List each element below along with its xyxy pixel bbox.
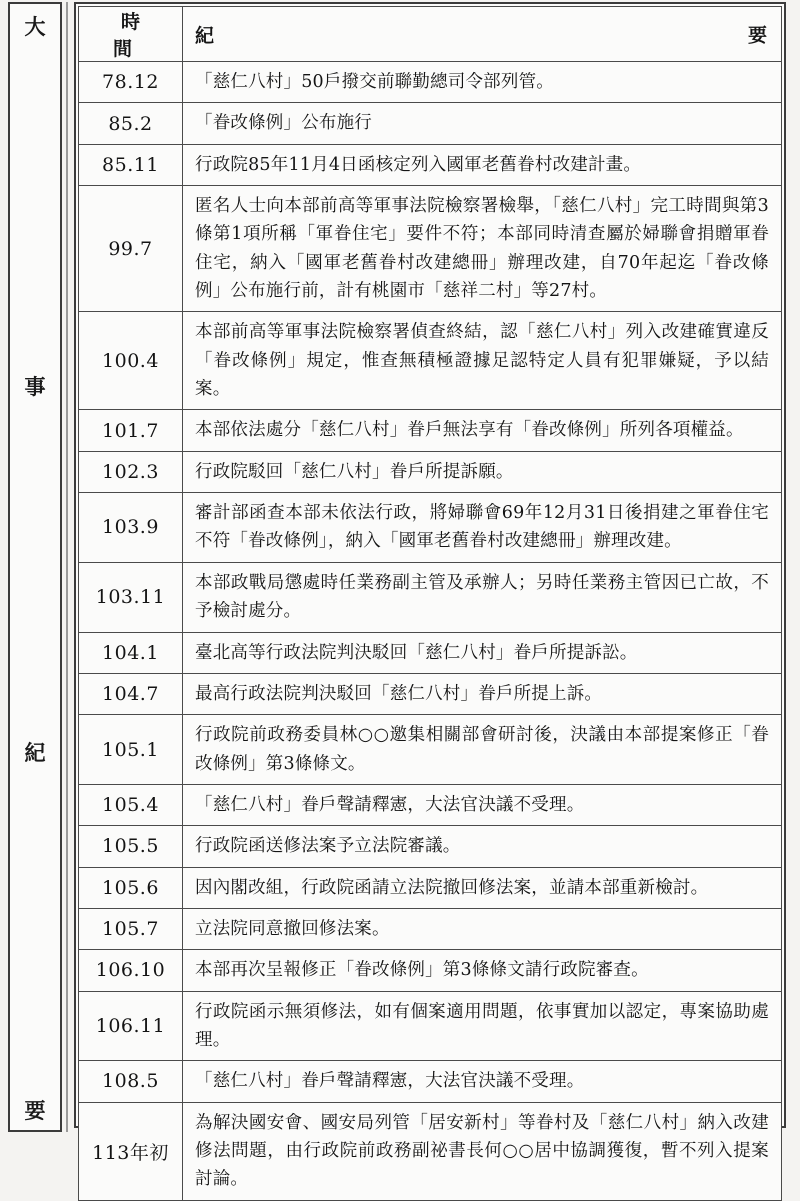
cell-summary-text: 本部再次呈報修正「眷改條例」第3條條文請行政院審查。: [195, 960, 649, 981]
cell-time: 100.4: [79, 312, 183, 410]
cell-time: 99.7: [79, 186, 183, 312]
table-row: [79, 312, 782, 410]
cell-summary-text: 為解決國安會、國安局列管「居安新村」等眷村及「慈仁八村」納入改建修法問題，由行政院前政務副祕書長何○○居中協調獲復，暫不列入提案討論。: [195, 1112, 769, 1190]
cell-summary-text: 立法院同意撤回修法案。: [195, 918, 390, 939]
cell-summary-text: 臺北高等行政法院判決駁回「慈仁八村」眷戶所提訴訟。: [195, 642, 638, 663]
cell-summary: [183, 826, 782, 867]
column-header-summary-right: 要: [747, 24, 767, 47]
cell-time: 106.10: [79, 950, 183, 991]
table-header-row: [79, 7, 782, 62]
column-header-summary: [183, 7, 782, 62]
cell-time: 103.9: [79, 493, 183, 563]
table-row: [79, 908, 782, 949]
table-row: [79, 632, 782, 673]
cell-summary-text: 行政院前政務委員林○○邀集相關部會研討後，決議由本部提案修正「眷改條例」第3條條文。: [195, 725, 769, 774]
cell-summary: [183, 410, 782, 451]
cell-summary: [183, 1061, 782, 1102]
table-row: [79, 673, 782, 714]
cell-summary: [183, 632, 782, 673]
cell-time: 105.4: [79, 784, 183, 825]
cell-summary-text: 行政院85年11月4日函核定列入國軍老舊眷村改建計畫。: [195, 154, 642, 175]
cell-time: 104.7: [79, 673, 183, 714]
cell-summary: [183, 991, 782, 1061]
column-header-summary-left: 紀: [195, 24, 215, 47]
table-row: [79, 1061, 782, 1102]
table-row: [79, 715, 782, 785]
table-row: [79, 62, 782, 103]
cell-summary-text: 本部依法處分「慈仁八村」眷戶無法享有「眷改條例」所列各項權益。: [195, 420, 744, 441]
cell-summary-text: 行政院函示無須修法，如有個案適用問題，依事實加以認定，專案協助處理。: [195, 1001, 769, 1050]
cell-summary: [183, 715, 782, 785]
table-row: [79, 562, 782, 632]
cell-time: 105.7: [79, 908, 183, 949]
cell-time: 105.1: [79, 715, 183, 785]
cell-summary-text: 「慈仁八村」50戶撥交前聯勤總司令部列管。: [195, 72, 554, 92]
cell-time: 105.5: [79, 826, 183, 867]
cell-summary-text: 行政院函送修法案予立法院審議。: [195, 836, 461, 857]
cell-time: 106.11: [79, 991, 183, 1061]
cell-summary: [183, 784, 782, 825]
cell-time: 104.1: [79, 632, 183, 673]
cell-summary-text: 匿名人士向本部前高等軍事法院檢察署檢舉，「慈仁八村」完工時間與第3條第1項所稱「軍眷住宅」要件不符；本部同時清查屬於婦聯會捐贈軍眷住宅，納入「國軍老舊眷村改建總冊」辦理改建，自70年起迄「眷改條例」公布施行前，計有桃園市「慈祥二村」等27村。: [195, 196, 769, 302]
table-body: [79, 62, 782, 1201]
cell-summary-text: 最高行政法院判決駁回「慈仁八村」眷戶所提上訴。: [195, 683, 603, 704]
cell-time: 85.2: [79, 103, 183, 144]
vertical-spine-label: [8, 2, 62, 1132]
table-row: [79, 784, 782, 825]
cell-time: 103.11: [79, 562, 183, 632]
cell-summary-text: 因內閣改組，行政院函請立法院撤回修法案，並請本部重新檢討。: [195, 877, 709, 898]
spine-char-4: 要: [24, 1098, 46, 1123]
table-row: [79, 451, 782, 492]
cell-summary-text: 本部前高等軍事法院檢察署偵查終結，認「慈仁八村」列入改建確實違反「眷改條例」規定，惟查無積極證據足認特定人員有犯罪嫌疑，予以結案。: [195, 322, 769, 400]
cell-summary-text: 本部政戰局懲處時任業務副主管及承辦人；另時任業務主管因已亡故，不予檢討處分。: [195, 572, 769, 622]
cell-summary-text: 「眷改條例」公布施行: [195, 113, 372, 134]
column-header-time: 時 間: [79, 7, 183, 62]
cell-summary: [183, 867, 782, 908]
table-row: [79, 493, 782, 563]
spine-char-1: 大: [24, 14, 46, 39]
table-row: [79, 991, 782, 1061]
chronology-table-container: [74, 2, 786, 1190]
cell-time: 78.12: [79, 62, 183, 103]
cell-time: 102.3: [79, 451, 183, 492]
table-row: [79, 826, 782, 867]
cell-summary: [183, 908, 782, 949]
cell-time: 108.5: [79, 1061, 183, 1102]
cell-time: 105.6: [79, 867, 183, 908]
cell-summary: [183, 62, 782, 103]
cell-summary: [183, 1102, 782, 1200]
cell-summary: [183, 451, 782, 492]
table-row: [79, 1102, 782, 1200]
table-row: [79, 950, 782, 991]
cell-time: 101.7: [79, 410, 183, 451]
cell-summary: [183, 950, 782, 991]
cell-summary: [183, 673, 782, 714]
table-row: [79, 410, 782, 451]
cell-summary: [183, 144, 782, 185]
table-row: [79, 144, 782, 185]
cell-summary: [183, 493, 782, 563]
cell-summary-text: 「慈仁八村」眷戶聲請釋憲，大法官決議不受理。: [195, 794, 585, 815]
cell-time: 85.11: [79, 144, 183, 185]
spine-char-3: 紀: [24, 740, 46, 765]
cell-summary-text: 「慈仁八村」眷戶聲請釋憲，大法官決議不受理。: [195, 1071, 585, 1092]
table-row: [79, 103, 782, 144]
cell-summary: [183, 186, 782, 312]
spine-char-2: 事: [24, 374, 46, 399]
table-header: [79, 7, 782, 62]
cell-summary: [183, 103, 782, 144]
table-row: [79, 186, 782, 312]
table-row: [79, 867, 782, 908]
chronology-table: [78, 6, 782, 1201]
spine-divider-rule: [66, 2, 68, 1132]
cell-summary-text: 審計部函查本部未依法行政，將婦聯會69年12月31日後捐建之軍眷住宅不符「眷改條例」，納入「國軍老舊眷村改建總冊」辦理改建。: [195, 503, 769, 552]
cell-time: 113年初: [79, 1102, 183, 1200]
cell-summary-text: 行政院駁回「慈仁八村」眷戶所提訴願。: [195, 461, 514, 482]
cell-summary: [183, 312, 782, 410]
cell-summary: [183, 562, 782, 632]
